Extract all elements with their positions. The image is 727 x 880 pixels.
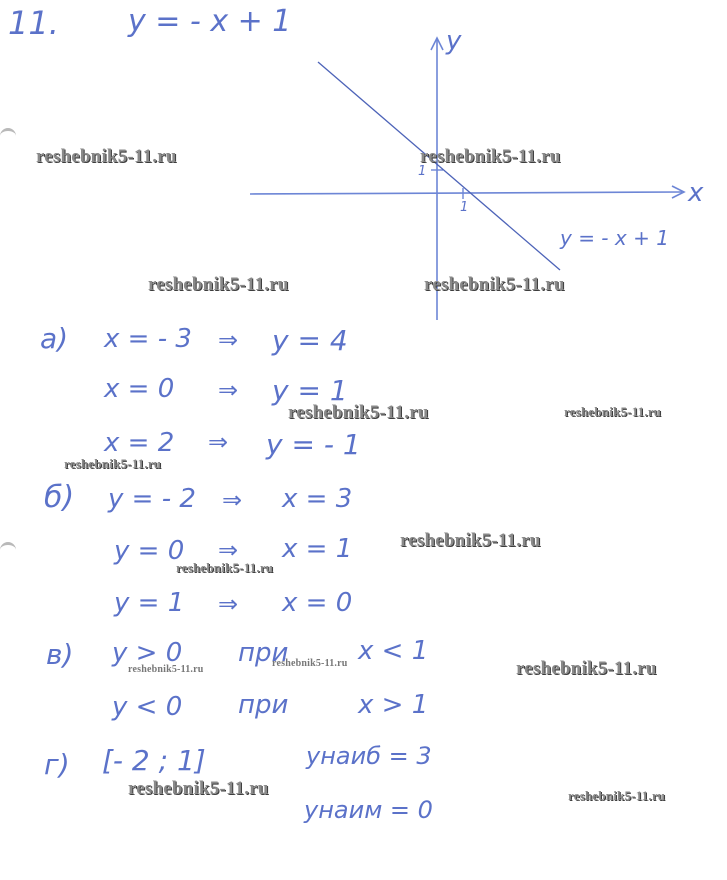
part-v-row2-cond: y < 0 xyxy=(112,692,183,722)
part-b-row1-arrow: ⇒ xyxy=(222,486,243,514)
watermark-1: reshebnik5-11.ru xyxy=(36,146,177,167)
part-g-min: yнаим = 0 xyxy=(304,796,433,824)
part-v-row1-range: x < 1 xyxy=(358,636,429,666)
part-b-row2-result: x = 1 xyxy=(282,534,353,564)
watermark-3: reshebnik5-11.ru xyxy=(148,274,289,295)
part-g-max: yнаиб = 3 xyxy=(306,742,432,770)
part-a-row2-result: y = 1 xyxy=(272,374,348,407)
part-g-marker: г) xyxy=(44,748,70,781)
part-v-marker: в) xyxy=(46,638,74,671)
part-b-row2-given: y = 0 xyxy=(114,536,185,566)
part-b-marker: б) xyxy=(44,480,75,515)
watermark-5: reshebnik5-11.ru xyxy=(288,402,429,423)
part-b-row3-result: x = 0 xyxy=(282,588,353,618)
part-a-marker: a) xyxy=(40,322,69,355)
watermark-2: reshebnik5-11.ru xyxy=(420,146,561,167)
scan-edge-mark-top xyxy=(0,128,16,139)
watermark-11: reshebnik5-11.ru xyxy=(272,658,348,669)
x-axis xyxy=(250,192,682,194)
part-a-row3-result: y = - 1 xyxy=(266,428,361,461)
part-v-row2-word: при xyxy=(238,690,289,720)
part-a-row3-arrow: ⇒ xyxy=(208,428,229,456)
x-axis-label: x xyxy=(688,178,704,208)
part-a-row3-given: x = 2 xyxy=(104,428,175,458)
part-v-row2-range: x > 1 xyxy=(358,690,429,720)
part-v-row1-word: при xyxy=(238,638,289,668)
part-b-row1-given: y = - 2 xyxy=(108,484,196,514)
part-a-row2-given: x = 0 xyxy=(104,374,175,404)
part-a-row1-result: y = 4 xyxy=(272,324,348,357)
problem-number: 11. xyxy=(8,4,59,42)
y-tick-label: 1 xyxy=(418,164,427,179)
scan-edge-mark-bottom xyxy=(0,542,16,553)
part-g-interval: [- 2 ; 1] xyxy=(102,744,206,777)
watermark-14: reshebnik5-11.ru xyxy=(568,788,666,803)
part-b-row2-arrow: ⇒ xyxy=(218,536,239,564)
part-a-row1-arrow: ⇒ xyxy=(218,326,239,354)
watermark-8: reshebnik5-11.ru xyxy=(400,530,541,551)
part-a-row1-given: x = - 3 xyxy=(104,324,192,354)
watermark-4: reshebnik5-11.ru xyxy=(424,274,565,295)
part-b-row3-given: y = 1 xyxy=(114,588,185,618)
watermark-10: reshebnik5-11.ru xyxy=(128,664,204,675)
watermark-6: reshebnik5-11.ru xyxy=(564,404,662,419)
part-b-row3-arrow: ⇒ xyxy=(218,590,239,618)
problem-equation: y = - x + 1 xyxy=(128,4,292,39)
watermark-7: reshebnik5-11.ru xyxy=(64,456,162,471)
x-tick-label: 1 xyxy=(460,200,469,215)
watermark-13: reshebnik5-11.ru xyxy=(128,778,269,799)
line-label: y = - x + 1 xyxy=(560,226,669,250)
part-a-row2-arrow: ⇒ xyxy=(218,376,239,404)
watermark-9: reshebnik5-11.ru xyxy=(176,560,274,575)
part-v-row1-cond: y > 0 xyxy=(112,638,183,668)
part-b-row1-result: x = 3 xyxy=(282,484,353,514)
y-axis-label: y xyxy=(446,26,462,56)
watermark-12: reshebnik5-11.ru xyxy=(516,658,657,679)
